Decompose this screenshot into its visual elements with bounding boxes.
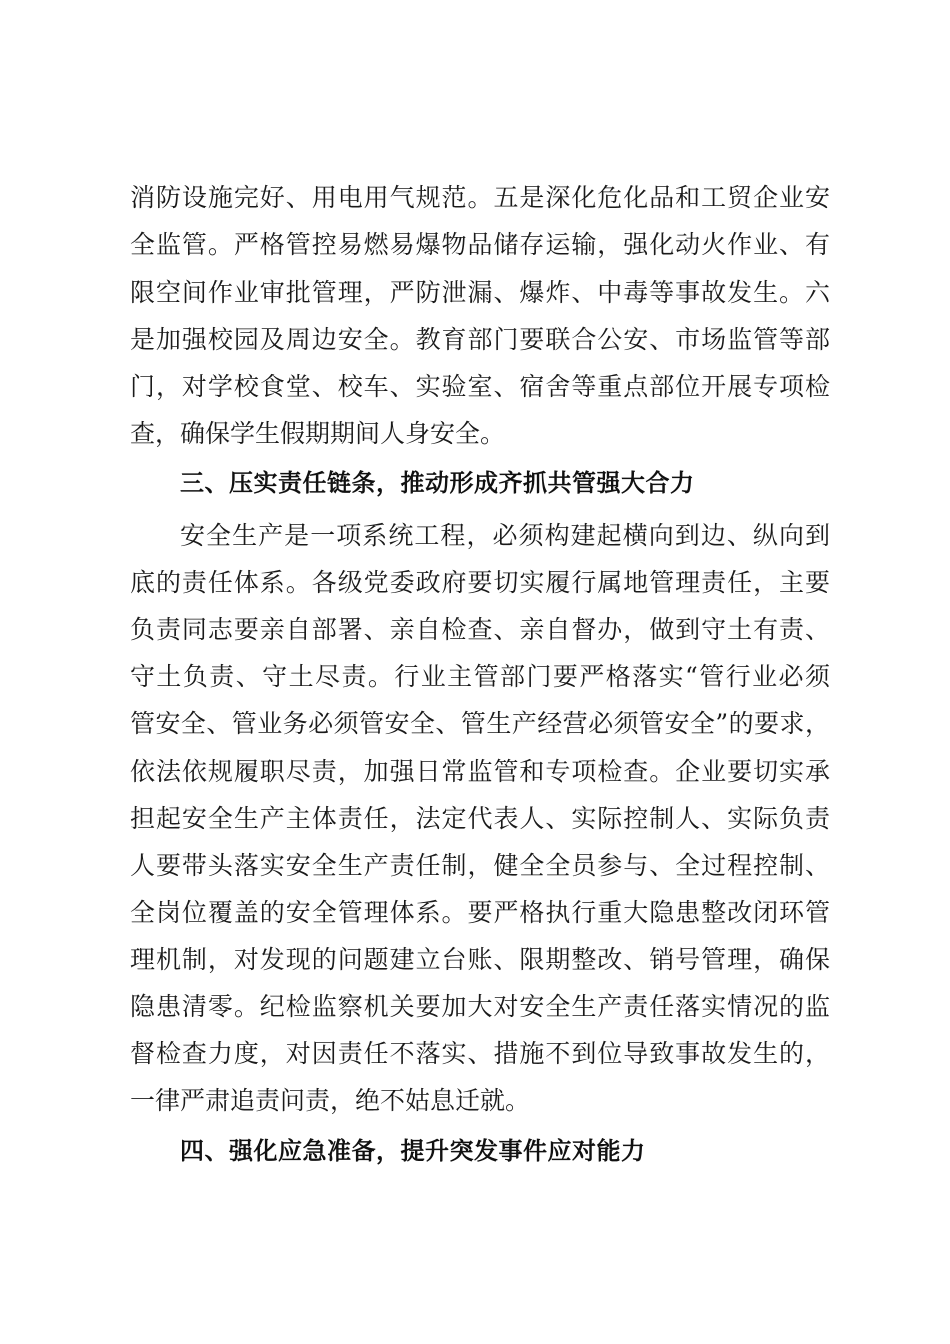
paragraph-line: 人要带头落实安全生产责任制，健全全员参与、全过程控制、 xyxy=(130,851,830,880)
paragraph-line: 底的责任体系。各级党委政府要切实履行属地管理责任，主要 xyxy=(130,568,830,597)
paragraph-line: 安全生产是一项系统工程，必须构建起横向到边、纵向到 xyxy=(180,521,830,550)
paragraph-line: 隐患清零。纪检监察机关要加大对安全生产责任落实情况的监 xyxy=(130,992,830,1021)
paragraph-line: 门，对学校食堂、校车、实验室、宿舍等重点部位开展专项检 xyxy=(130,372,830,401)
paragraph-line: 守土负责、守土尽责。行业主管部门要严格落实“管行业必须 xyxy=(130,662,830,691)
paragraph-line: 督检查力度，对因责任不落实、措施不到位导致事故发生的， xyxy=(130,1039,830,1068)
paragraph-line: 全监管。严格管控易燃易爆物品储存运输，强化动火作业、有 xyxy=(130,230,830,259)
paragraph-line: 限空间作业审批管理，严防泄漏、爆炸、中毒等事故发生。六 xyxy=(130,278,830,307)
paragraph-line: 依法依规履职尽责，加强日常监管和专项检查。企业要切实承 xyxy=(130,757,830,786)
section-heading: 四、强化应急准备，提升突发事件应对能力 xyxy=(180,1137,646,1165)
paragraph-line: 全岗位覆盖的安全管理体系。要严格执行重大隐患整改闭环管 xyxy=(130,898,830,927)
paragraph-line: 担起安全生产主体责任，法定代表人、实际控制人、实际负责 xyxy=(130,804,830,833)
paragraph-line: 消防设施完好、用电用气规范。五是深化危化品和工贸企业安 xyxy=(130,183,830,212)
paragraph-line: 管安全、管业务必须管安全、管生产经营必须管安全”的要求， xyxy=(130,709,830,738)
paragraph-line: 查，确保学生假期期间人身安全。 xyxy=(130,419,506,448)
paragraph-line: 理机制，对发现的问题建立台账、限期整改、销号管理，确保 xyxy=(130,945,830,974)
paragraph-line: 负责同志要亲自部署、亲自检查、亲自督办，做到守土有责、 xyxy=(130,615,830,644)
section-heading: 三、压实责任链条，推动形成齐抓共管强大合力 xyxy=(180,469,695,497)
paragraph-line: 是加强校园及周边安全。教育部门要联合公安、市场监管等部 xyxy=(130,325,830,354)
paragraph-line: 一律严肃追责问责，绝不姑息迁就。 xyxy=(130,1086,531,1115)
